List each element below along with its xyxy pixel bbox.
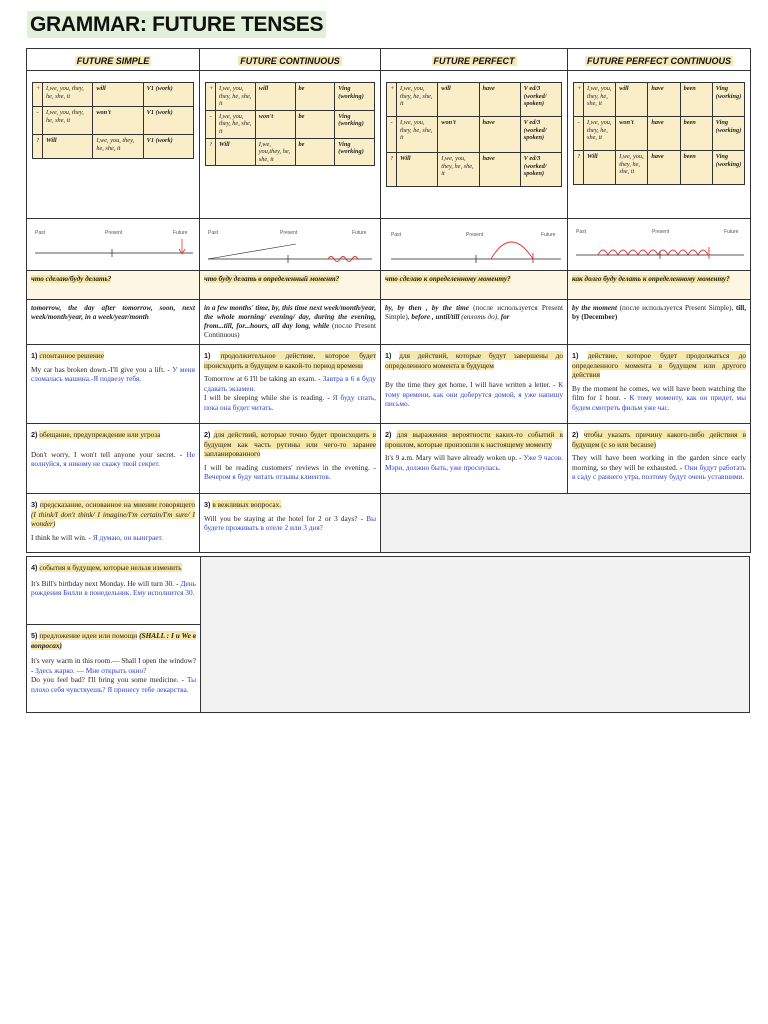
timeline-perfect-continuous <box>568 219 751 271</box>
verb-form: Ving (working) <box>712 117 744 151</box>
use-simple-1: 1) спонтанное решение My car has broken down.-I'll give you a lift. - У меня сломалась машина.-Я подвезу тебя. <box>27 345 200 424</box>
subjects: I,we, you,they, he, she, it <box>255 138 295 166</box>
auxiliary: will <box>616 83 648 117</box>
auxiliary: have <box>479 117 520 153</box>
header-future-perfect-continuous: FUTURE PERFECT CONTINUOUS <box>568 49 751 71</box>
auxiliary: Will <box>397 153 438 187</box>
verb-form: V ed/3 (worked/ spoken) <box>520 83 561 117</box>
sign-negative: - <box>33 107 43 135</box>
empty-cell <box>381 494 751 553</box>
auxiliary: been <box>680 83 712 117</box>
sign-positive: + <box>574 83 584 117</box>
auxiliary: have <box>479 153 520 187</box>
use-continuous-1: 1) продолжительное действие, которое будет происходить в будущем в какой-то период времени Tomorrow at 6 I'll be taking an exam. - Завтра в 6 я буду сдавать экзамен. I will be sleeping while she is reading. - Я буду спать, пока она будет читать. <box>200 345 381 424</box>
form-simple <box>27 71 200 219</box>
subjects: I,we, you, they, he, she, it <box>93 135 143 159</box>
use-simple-2: 2) обещание, предупреждение или угроза Don't worry, I won't tell anyone your secret. - Не волнуйся, я никому не скажу твой секрет. <box>27 424 200 494</box>
auxiliary: been <box>680 151 712 185</box>
svg-text:Past: Past <box>208 230 219 236</box>
sign-positive: + <box>33 83 43 107</box>
auxiliary: will <box>93 83 143 107</box>
verb-form: V ed/3 (worked/ spoken) <box>520 153 561 187</box>
subjects: I,we, you, they, he, she, it <box>616 151 648 185</box>
svg-text:Past: Past <box>391 232 402 238</box>
svg-text:Future: Future <box>173 230 188 236</box>
tenses-table <box>26 48 751 553</box>
auxiliary: Will <box>584 151 616 185</box>
svg-text:Future: Future <box>724 229 739 235</box>
use-perfect-continuous-1: 1) действие, которое будет продолжаться до определенного момента в будущем или другого действия By the moment he comes, we will have been watching the film for 1 hour. - К тому моменту, как он придет, мы будем смотреть фильм уже час. <box>568 345 751 424</box>
question-simple: что сделаю/буду делать? <box>27 271 200 300</box>
subjects: I,we, you, they, he, she, it <box>397 117 438 153</box>
auxiliary: be <box>295 138 335 166</box>
sign-question: ? <box>387 153 397 187</box>
extra-uses-table <box>26 556 750 713</box>
verb-form: V1 (work) <box>143 135 193 159</box>
svg-text:Past: Past <box>576 229 587 235</box>
use-perfect-continuous-2: 2) чтобы указать причину какого-либо действия в будущем (с so или because) They will have been working in the garden since early morning, so they will be exhausted. - Они будут работать в саду с раннего утра, поэтому будут очень уставшими. <box>568 424 751 494</box>
auxiliary: will <box>438 83 479 117</box>
auxiliary: won't <box>616 117 648 151</box>
form-table <box>573 82 745 185</box>
question-perfect-continuous: как долго буду делать к определенному моменту? <box>568 271 751 300</box>
timeline-simple <box>27 219 200 271</box>
auxiliary: Will <box>216 138 256 166</box>
markers-continuous: in a few months' time, by, this time next week/month/year, the whole morning/ evening/ day, during the evening, from...till, for...hours, all day long, while (после Present Continuous) <box>200 300 381 345</box>
markers-perfect-continuous: by the moment (после используется Present Simple), till, by (December) <box>568 300 751 345</box>
use-simple-4: 4) события в будущем, которые нельзя изменить It's Bill's birthday next Monday. He will turn 30. - День рождения Билли в понедельник. Ему исполнится 30. <box>27 557 200 625</box>
timeline-diagram <box>200 219 380 271</box>
form-table <box>32 82 194 159</box>
auxiliary: won't <box>438 117 479 153</box>
subjects: I,we, you, they, he, she, it <box>584 117 616 151</box>
timeline-continuous <box>200 219 381 271</box>
auxiliary: Will <box>43 135 93 159</box>
verb-form: Ving (working) <box>335 138 375 166</box>
verb-form: V ed/3 (worked/ spoken) <box>520 117 561 153</box>
auxiliary: been <box>680 117 712 151</box>
markers-perfect: by, by then , by the time (после используется Present Simple), before , until/till (вплоть до), for <box>381 300 568 345</box>
subjects: I,we, you, they, he, she, it <box>216 110 256 138</box>
use-continuous-2: 2) для действий, которые точно будет происходить в будущем как часть рутины или чего-то заранее запланированного I will be reading customers' reviews in the evening. - Вечером я буду читать отзывы клиентов. <box>200 424 381 494</box>
auxiliary: be <box>295 83 335 111</box>
header-future-perfect: FUTURE PERFECT <box>381 49 568 71</box>
sign-question: ? <box>33 135 43 159</box>
verb-form: Ving (working) <box>335 110 375 138</box>
form-perfect <box>381 71 568 219</box>
svg-text:Future: Future <box>541 232 556 238</box>
sign-question: ? <box>574 151 584 185</box>
timeline-diagram <box>381 219 567 271</box>
subjects: I,we, you, they, he, she, it <box>584 83 616 117</box>
timeline-diagram <box>27 219 199 271</box>
auxiliary: have <box>648 117 680 151</box>
verb-form: Ving (working) <box>335 83 375 111</box>
subjects: I,we, you, they, he, she, it <box>216 83 256 111</box>
question-continuous: что буду делать в определенный момент? <box>200 271 381 300</box>
auxiliary: have <box>479 83 520 117</box>
use-continuous-3: 3) в вежливых вопросах. Will you be staying at the hotel for 2 or 3 days? - Вы будете проживать в отеле 2 или 3 дня? <box>200 494 381 553</box>
auxiliary: have <box>648 83 680 117</box>
sign-negative: - <box>387 117 397 153</box>
use-perfect-2: 2) для выражения вероятности каких-то событий в прошлом, которые произошли к настоящему моменту It's 9 a.m. Mary will have already woken up. - Уже 9 часов. Мэри, должно быть, уже проснулась. <box>381 424 568 494</box>
auxiliary: won't <box>255 110 295 138</box>
auxiliary: will <box>255 83 295 111</box>
verb-form: Ving (working) <box>712 83 744 117</box>
auxiliary: have <box>648 151 680 185</box>
auxiliary: be <box>295 110 335 138</box>
subjects: I,we, you, they, he, she, it <box>438 153 479 187</box>
use-simple-5: 5) предложение идеи или помощи (SHALL : I и We в вопросах) It's very warm in this room.— Shall I open the window? - Здесь жарко. — Мне открыть окно? Do you feel bad? I'll bring you some medicine. - Ты плохо себя чувствуешь? Я принесу тебе лекарства. <box>31 631 196 694</box>
use-perfect-1: 1) для действий, которые будут завершены до определенного момента в будущем By the time they get home, I will have written a letter. - К тому времени, как они доберутся домой, я уже напишу письмо. <box>381 345 568 424</box>
sign-positive: + <box>206 83 216 111</box>
form-table <box>205 82 375 166</box>
subjects: I,we, you, they, he, she, it <box>397 83 438 117</box>
form-perfect-continuous <box>568 71 751 219</box>
sign-negative: - <box>574 117 584 151</box>
empty-cell <box>201 557 749 712</box>
header-future-simple: FUTURE SIMPLE <box>27 49 200 71</box>
question-perfect: что сделаю к определенному моменту? <box>381 271 568 300</box>
svg-text:Present: Present <box>280 230 298 236</box>
subjects: I,we, you, they, he, she, it <box>43 83 93 107</box>
auxiliary: won't <box>93 107 143 135</box>
use-simple-3: 3) предсказание, основанное на мнении говорящего (I think/I don't think/ I imagine/I'm certain/I'm sure/ I wonder) I think he will win. - Я думаю, он выиграет. <box>27 494 200 553</box>
form-table <box>386 82 562 187</box>
verb-form: V1 (work) <box>143 83 193 107</box>
sign-positive: + <box>387 83 397 117</box>
svg-text:Past: Past <box>35 230 46 236</box>
extra-uses-column <box>27 557 201 712</box>
svg-text:Present: Present <box>466 232 484 238</box>
verb-form: V1 (work) <box>143 107 193 135</box>
svg-text:Present: Present <box>652 229 670 235</box>
markers-simple: tomorrow, the day after tomorrow, soon, next week/month/year, in a week/year/month <box>27 300 200 345</box>
sign-negative: - <box>206 110 216 138</box>
svg-text:Present: Present <box>105 230 123 236</box>
timeline-diagram <box>568 219 750 271</box>
svg-text:Future: Future <box>352 230 367 236</box>
form-continuous <box>200 71 381 219</box>
sign-question: ? <box>206 138 216 166</box>
subjects: I,we, you, they, he, she, it <box>43 107 93 135</box>
page-title: GRAMMAR: FUTURE TENSES <box>27 11 326 38</box>
timeline-perfect <box>381 219 568 271</box>
verb-form: Ving (working) <box>712 151 744 185</box>
header-future-continuous: FUTURE CONTINUOUS <box>200 49 381 71</box>
